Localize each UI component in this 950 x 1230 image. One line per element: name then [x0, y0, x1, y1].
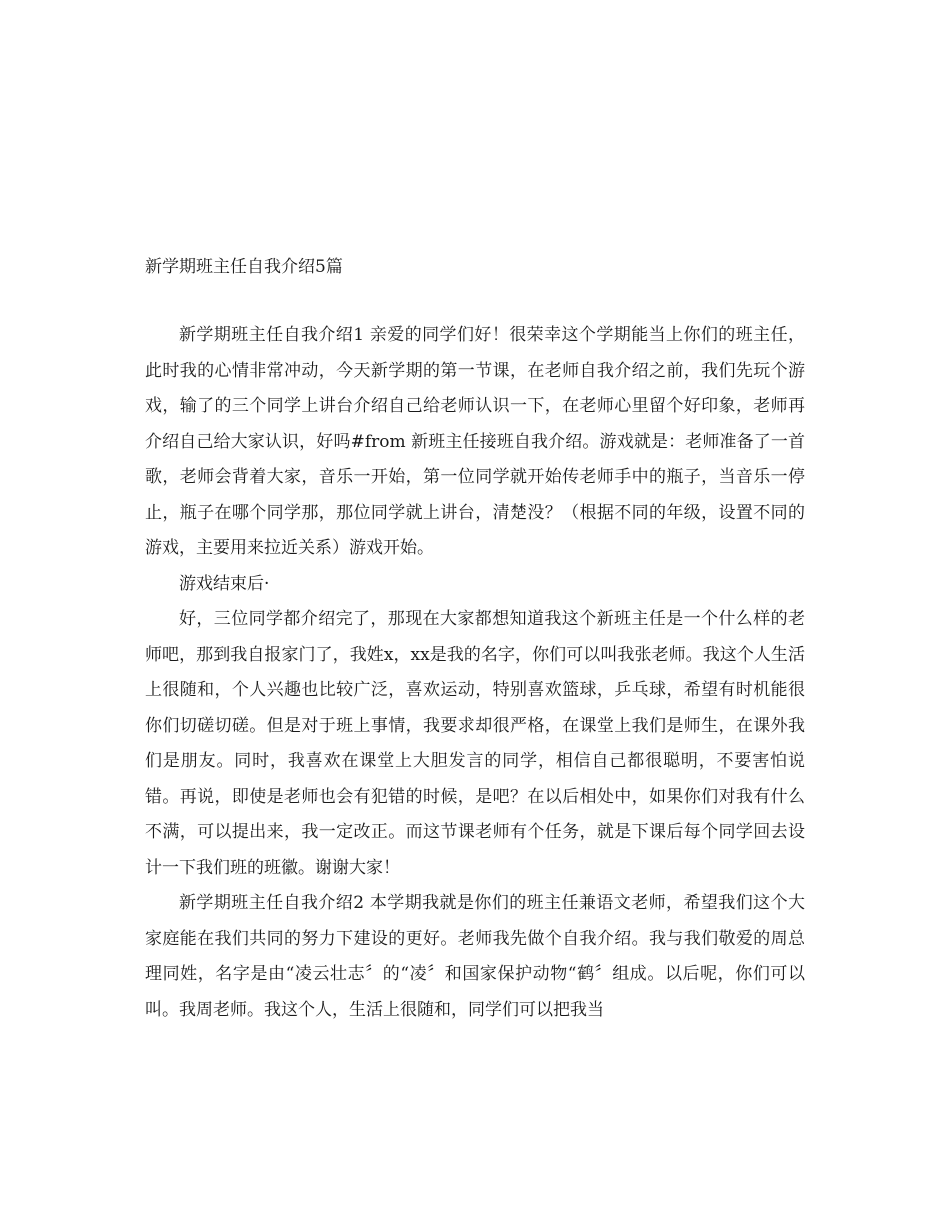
- document-title: 新学期班主任自我介绍5篇: [145, 257, 343, 277]
- paragraph-game-end: 游戏结束后·: [179, 573, 270, 594]
- paragraph-intro-2: 新学期班主任自我介绍2 本学期我就是你们的班主任兼语文老师，希望我们这个大家庭能在我们共同的努力下建设的更好。老师我先做个自我介绍。我与我们敬爱的周总理同姓，名字是由“凌云壮志〞的“凌〞和国家保护动物“鹤〞组成。以后呢，你们可以叫。我周老师。我这个人，生活上很随和，同学们可以把我当: [145, 893, 805, 1020]
- document-page: [145, 250, 805, 1028]
- paragraph-intro-1: 新学期班主任自我介绍1 亲爱的同学们好！很荣幸这个学期能当上你们的班主任，此时我的心情非常冲动，今天新学期的第一节课，在老师自我介绍之前，我们先玩个游戏，输了的三个同学上讲台介绍自己给老师认识一下，在老师心里留个好印象，老师再介绍自己给大家认识，好吗#from 新班主任接班自我介绍。游戏就是：老师准备了一首歌，老师会背着大家，音乐一开始，第一位同学就开始传老师手中的瓶子，当音乐一停止，瓶子在哪个同学那，那位同学就上讲台，清楚没？（根据不同的年级，设置不同的游戏，主要用来拉近关系）游戏开始。: [145, 325, 805, 558]
- paragraph-teacher-self-intro: 好，三位同学都介绍完了，那现在大家都想知道我这个新班主任是一个什么样的老师吧，那到我自报家门了，我姓x，xx是我的名字，你们可以叫我张老师。我这个人生活上很随和，个人兴趣也比较广泛，喜欢运动，特别喜欢篮球，乒乓球，希望有时机能很你们切磋切磋。但是对于班上事情，我要求却很严格，在课堂上我们是师生，在课外我们是朋友。同时，我喜欢在课堂上大胆发言的同学，相信自己都很聪明，不要害怕说错。再说，即使是老师也会有犯错的时候，是吧？在以后相处中，如果你们对我有什么不满，可以提出来，我一定改正。而这节课老师有个任务，就是下课后每个同学回去设计一下我们班的班徽。谢谢大家！: [145, 609, 805, 878]
